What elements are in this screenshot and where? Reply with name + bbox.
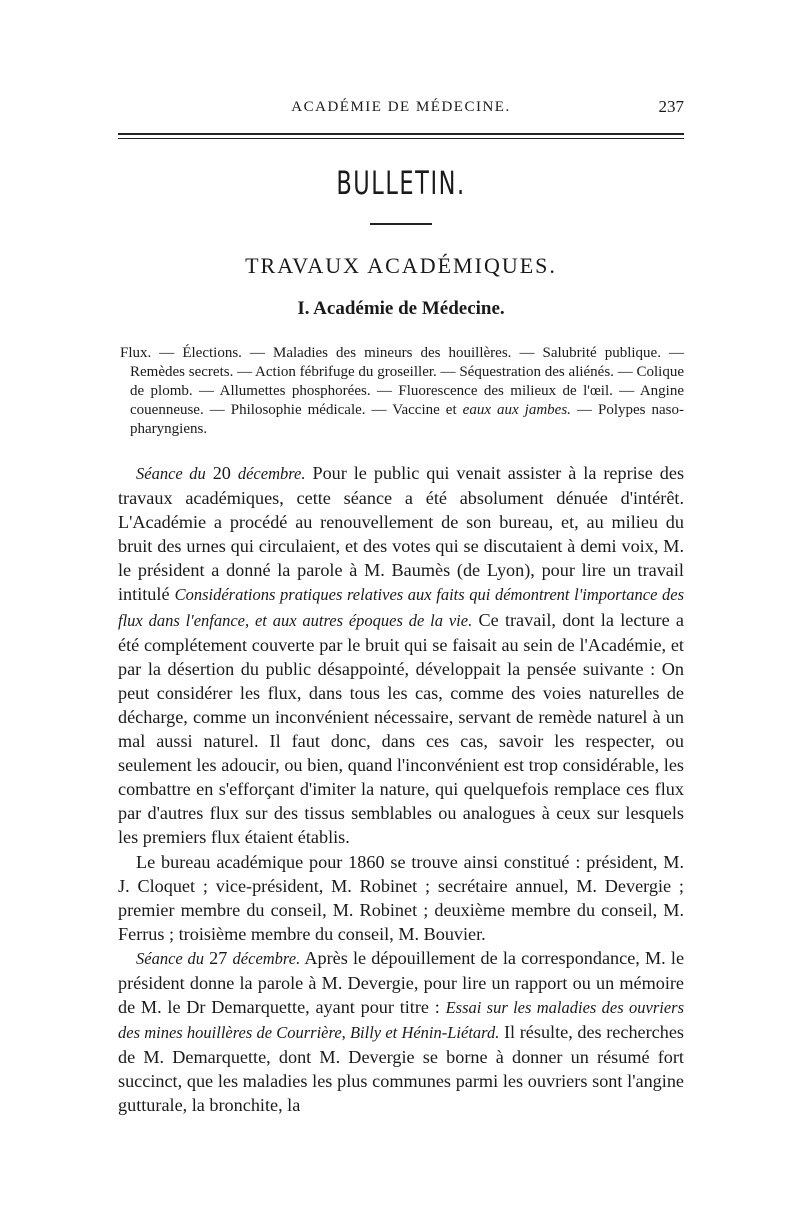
paragraph-seance-20 [118,461,684,850]
summary-text: Flux. — Élections. — Maladies des mineurs des houillères. — Salubrité publique. — Remèdes secrets. — Action fébrifuge du groseiller. — Séquestration des aliénés. — Colique de plomb. — Allumettes phosphorées. — Fluorescence des milieux de l'œil. — Angine couenneuse. — Philosophie médicale. — Vaccine et [120,345,684,418]
summary-italic: eaux aux jambes. [462,402,571,418]
paragraph-bureau [118,850,684,946]
paragraph-seance-27 [118,946,684,1118]
seance-day: 20 [212,463,231,483]
paragraph-text: Ce travail, dont la lecture a été complétement couverte par le bruit qui se faisait au sein de l'Académie, et par la désertion du public désappointé, développait la pensée suivante : On peut considérer les flux, dans tous les cas, comme des voies naturelles de décharge, comme un inconvénient nécessaire, servant de remède naturel à un mal aussi naturel. Il faut donc, dans ces cas, savoir les respecter, ou seulement les adoucir, ou bien, quand l'inconvénient est trop considérable, les combattre en s'efforçant d'imiter la nature, qui quelquefois remplace ces flux par d'autres flux sur des tissus semblables ou analogues à ceux sur lesquels les premiers flux étaient établis. [118,609,684,848]
paragraph-text: Après le dépouillement de la correspondance, M. le président donne la parole à M. Devergie, pour lire un rapport ou un mémoire de M. le Dr Demarquette, ayant pour titre : [118,947,685,1018]
paragraph-text: Le bureau académique pour 1860 se trouve ainsi constitué : président, M. J. Cloquet ; vice-président, M. Robinet ; secrétaire annuel, M. Devergie ; premier membre du conseil, M. Robinet ; deuxième membre du conseil, M. Ferrus ; troisième membre du conseil, M. Bouvier. [118,851,684,944]
page-number: 237 [658,97,684,116]
summary-end: — Polypes naso-pharyngiens. [130,402,685,437]
paragraph-text: Il résulte, des recherches de M. Demarquette, dont M. Devergie se borne à donner un résumé fort succinct, que les maladies les plus communes parmi les ouvriers sont l'angine gutturale, la bronchite, la [118,1022,684,1116]
header-rule [118,133,684,139]
bulletin-heading: BULLETIN. [336,164,466,202]
seance-label: Séance du [136,948,204,968]
short-divider [370,223,432,225]
seance-day: 27 [209,947,228,968]
work-title: Considérations pratiques relatives aux faits qui démontrent l'importance des flux dans l'enfance, et aux autres époques de la vie. [118,585,685,630]
body-text [118,461,684,1118]
seance-month: décembre. [237,464,306,483]
section-heading: I. Académie de Médecine. [297,298,505,319]
summary-block [118,344,684,439]
running-head [118,95,684,121]
work-title: Essai sur les maladies des ouvriers des mines houillères de Courrière, Billy et Hénin-Liétard. [118,998,685,1043]
paragraph-text: Pour le public qui venait assister à la reprise des travaux académiques, cette séance a été absolument dénuée d'intérêt. L'Académie a procédé au renouvellement de son bureau, et, au milieu du bruit des urnes qui circulaient, et des votes qui se discutaient à demi voix, M. le président a donné la parole à M. Baumès (de Lyon), pour lire un travail intitulé [118,463,685,605]
book-page [118,95,684,1118]
running-title: ACADÉMIE DE MÉDECINE. [291,99,511,115]
seance-month: décembre. [232,948,301,968]
seance-label: Séance du [136,464,206,483]
travaux-heading: TRAVAUX ACADÉMIQUES. [245,253,557,278]
